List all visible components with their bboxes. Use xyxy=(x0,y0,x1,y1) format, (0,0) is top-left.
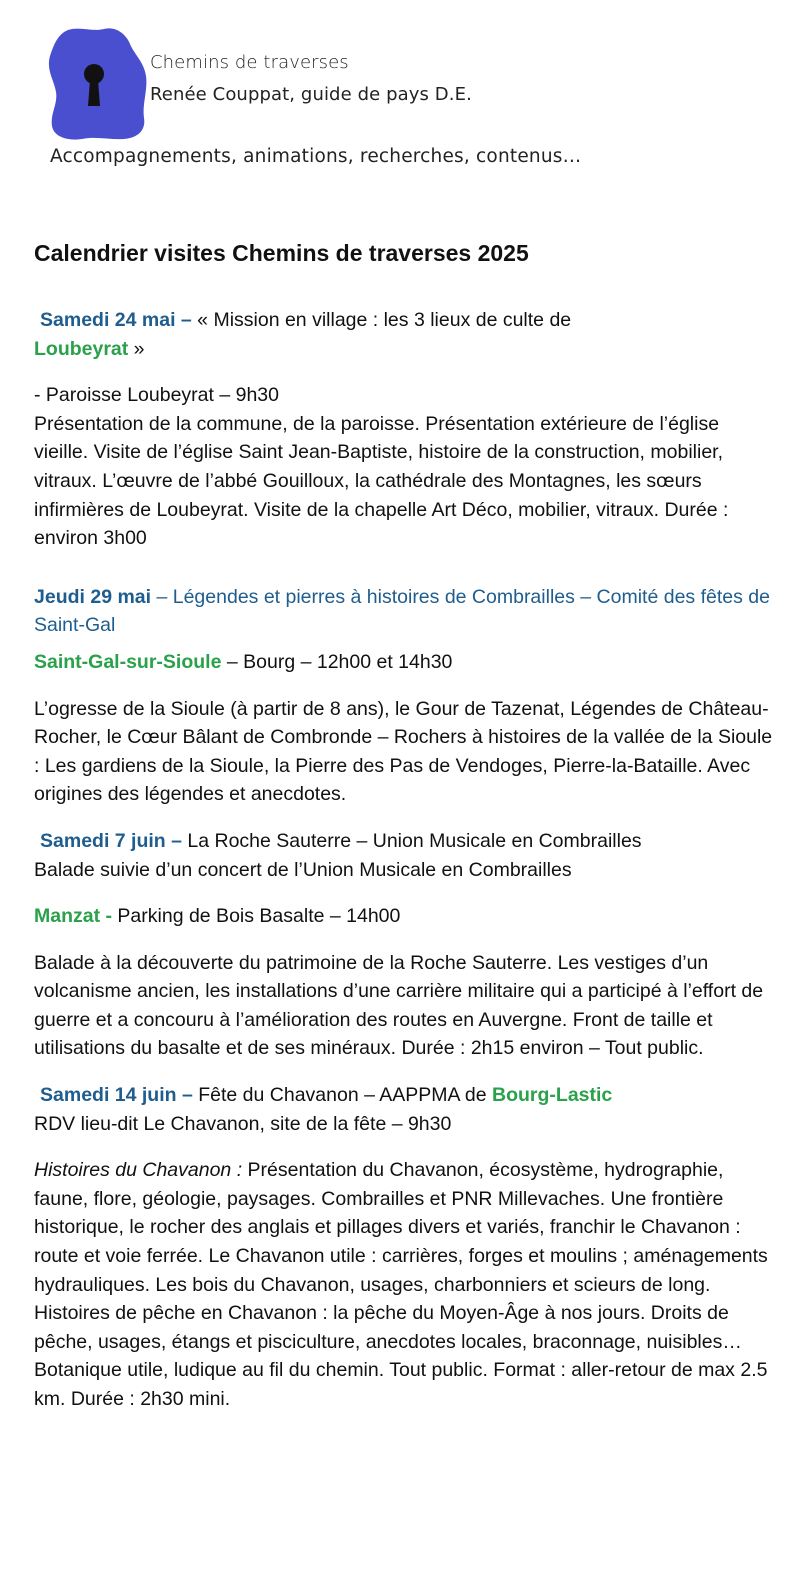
event-item xyxy=(34,583,774,809)
event-title: « Mission en village : les 3 lieux de culte de xyxy=(191,309,572,331)
event-description xyxy=(34,1156,774,1413)
event-description: Balade à la découverte du patrimoine de la Roche Sauterre. Les vestiges d’un volcanisme ancien, les installations d’une carrière militaire qui a participé à l’effort de guerre et a concouru à l’amélioration des routes en Auvergne. Front de taille et utilisations du basalte et de ses minéraux. Durée : 2h15 environ – Tout public. xyxy=(34,951,764,1060)
event-item xyxy=(34,306,774,553)
event-heading xyxy=(34,1081,774,1110)
event-date: Samedi 14 juin – xyxy=(40,1084,193,1107)
event-place-line xyxy=(34,648,774,677)
event-place: Loubeyrat xyxy=(34,337,129,360)
event-title-end: » xyxy=(128,337,145,360)
event-item xyxy=(34,1081,774,1414)
event-meeting-point: RDV lieu-dit Le Chavanon, site de la fête – 9h30 xyxy=(34,1112,452,1135)
event-heading-cont xyxy=(34,335,774,364)
event-place: Manzat - xyxy=(34,905,112,928)
event-place-detail: Parking de Bois Basalte – 14h00 xyxy=(112,905,401,928)
event-title: La Roche Sauterre – Union Musicale en Combrailles xyxy=(181,829,642,852)
keyhole-logo-icon xyxy=(46,26,150,142)
event-description-lead: Histoires du Chavanon : xyxy=(34,1159,243,1182)
event-title: Fête du Chavanon – AAPPMA de xyxy=(192,1084,493,1107)
event-description: Présentation de la commune, de la paroisse. Présentation extérieure de l’église vieille. Visite de l’église Saint Jean-Baptiste, histoire de la construction, mobilier, vitraux. L’œuvre de l’abbé Gouilloux, la cathédrale des Montagnes, les sœurs infirmières de Loubeyrat. Visite de la chapelle Art Déco, mobilier, vitraux. Durée : environ 3h00 xyxy=(34,412,729,550)
event-description: L’ogresse de la Sioule (à partir de 8 ans), le Gour de Tazenat, Légendes de Château-Rocher, le Cœur Bâlant de Combronde – Rochers à histoires de la vallée de la Sioule : Les gardiens de la Sioule, la Pierre des Pas de Vendoges, Pierre-la-Bataille. Avec origines des légendes et anecdotes. xyxy=(34,697,773,806)
event-place-line xyxy=(34,902,774,931)
letterhead xyxy=(0,0,800,200)
brand-title: Chemins de traverses xyxy=(150,52,349,73)
event-heading xyxy=(34,306,774,335)
document-body xyxy=(34,238,774,1414)
event-heading xyxy=(34,583,774,640)
event-subtitle: Balade suivie d’un concert de l’Union Musicale en Combrailles xyxy=(34,858,572,881)
page-title: Calendrier visites Chemins de traverses 2025 xyxy=(34,240,529,266)
event-detail: - Paroisse Loubeyrat – 9h30 xyxy=(34,384,279,407)
event-date: Jeudi 29 mai xyxy=(34,585,152,608)
event-title: – Légendes et pierres à histoires de Combrailles – Comité des fêtes de Saint-Gal xyxy=(34,585,770,637)
event-description-text: Présentation du Chavanon, écosystème, hydrographie, faune, flore, géologie, paysages. Combrailles et PNR Millevaches. Une frontière historique, le rocher des anglais et pillages divers et variés, franchir le Chavanon : route et voie ferrée. Le Chavanon utile : carrières, forges et moulins ; aménagements hydrauliques. Les bois du Chavanon, usages, charbonniers et scieurs de long. Histoires de pêche en Chavanon : la pêche du Moyen-Âge à nos jours. Droits de pêche, usages, étangs et pisciculture, anecdotes locales, braconnage, nuisibles… Botanique utile, ludique au fil du chemin. Tout public. Format : aller-retour de max 2.5 km. Durée : 2h30 mini. xyxy=(34,1159,768,1410)
event-place-detail: – Bourg – 12h00 et 14h30 xyxy=(221,650,453,673)
event-heading xyxy=(34,827,774,856)
brand-subtitle: Renée Couppat, guide de pays D.E. xyxy=(150,84,472,105)
event-place: Saint-Gal-sur-Sioule xyxy=(34,650,222,673)
event-place: Bourg-Lastic xyxy=(492,1084,613,1107)
brand-tagline: Accompagnements, animations, recherches, contenus… xyxy=(50,146,582,167)
event-date: Samedi 7 juin – xyxy=(40,829,182,852)
event-item xyxy=(34,827,774,1063)
event-date: Samedi 24 mai – xyxy=(40,309,192,331)
